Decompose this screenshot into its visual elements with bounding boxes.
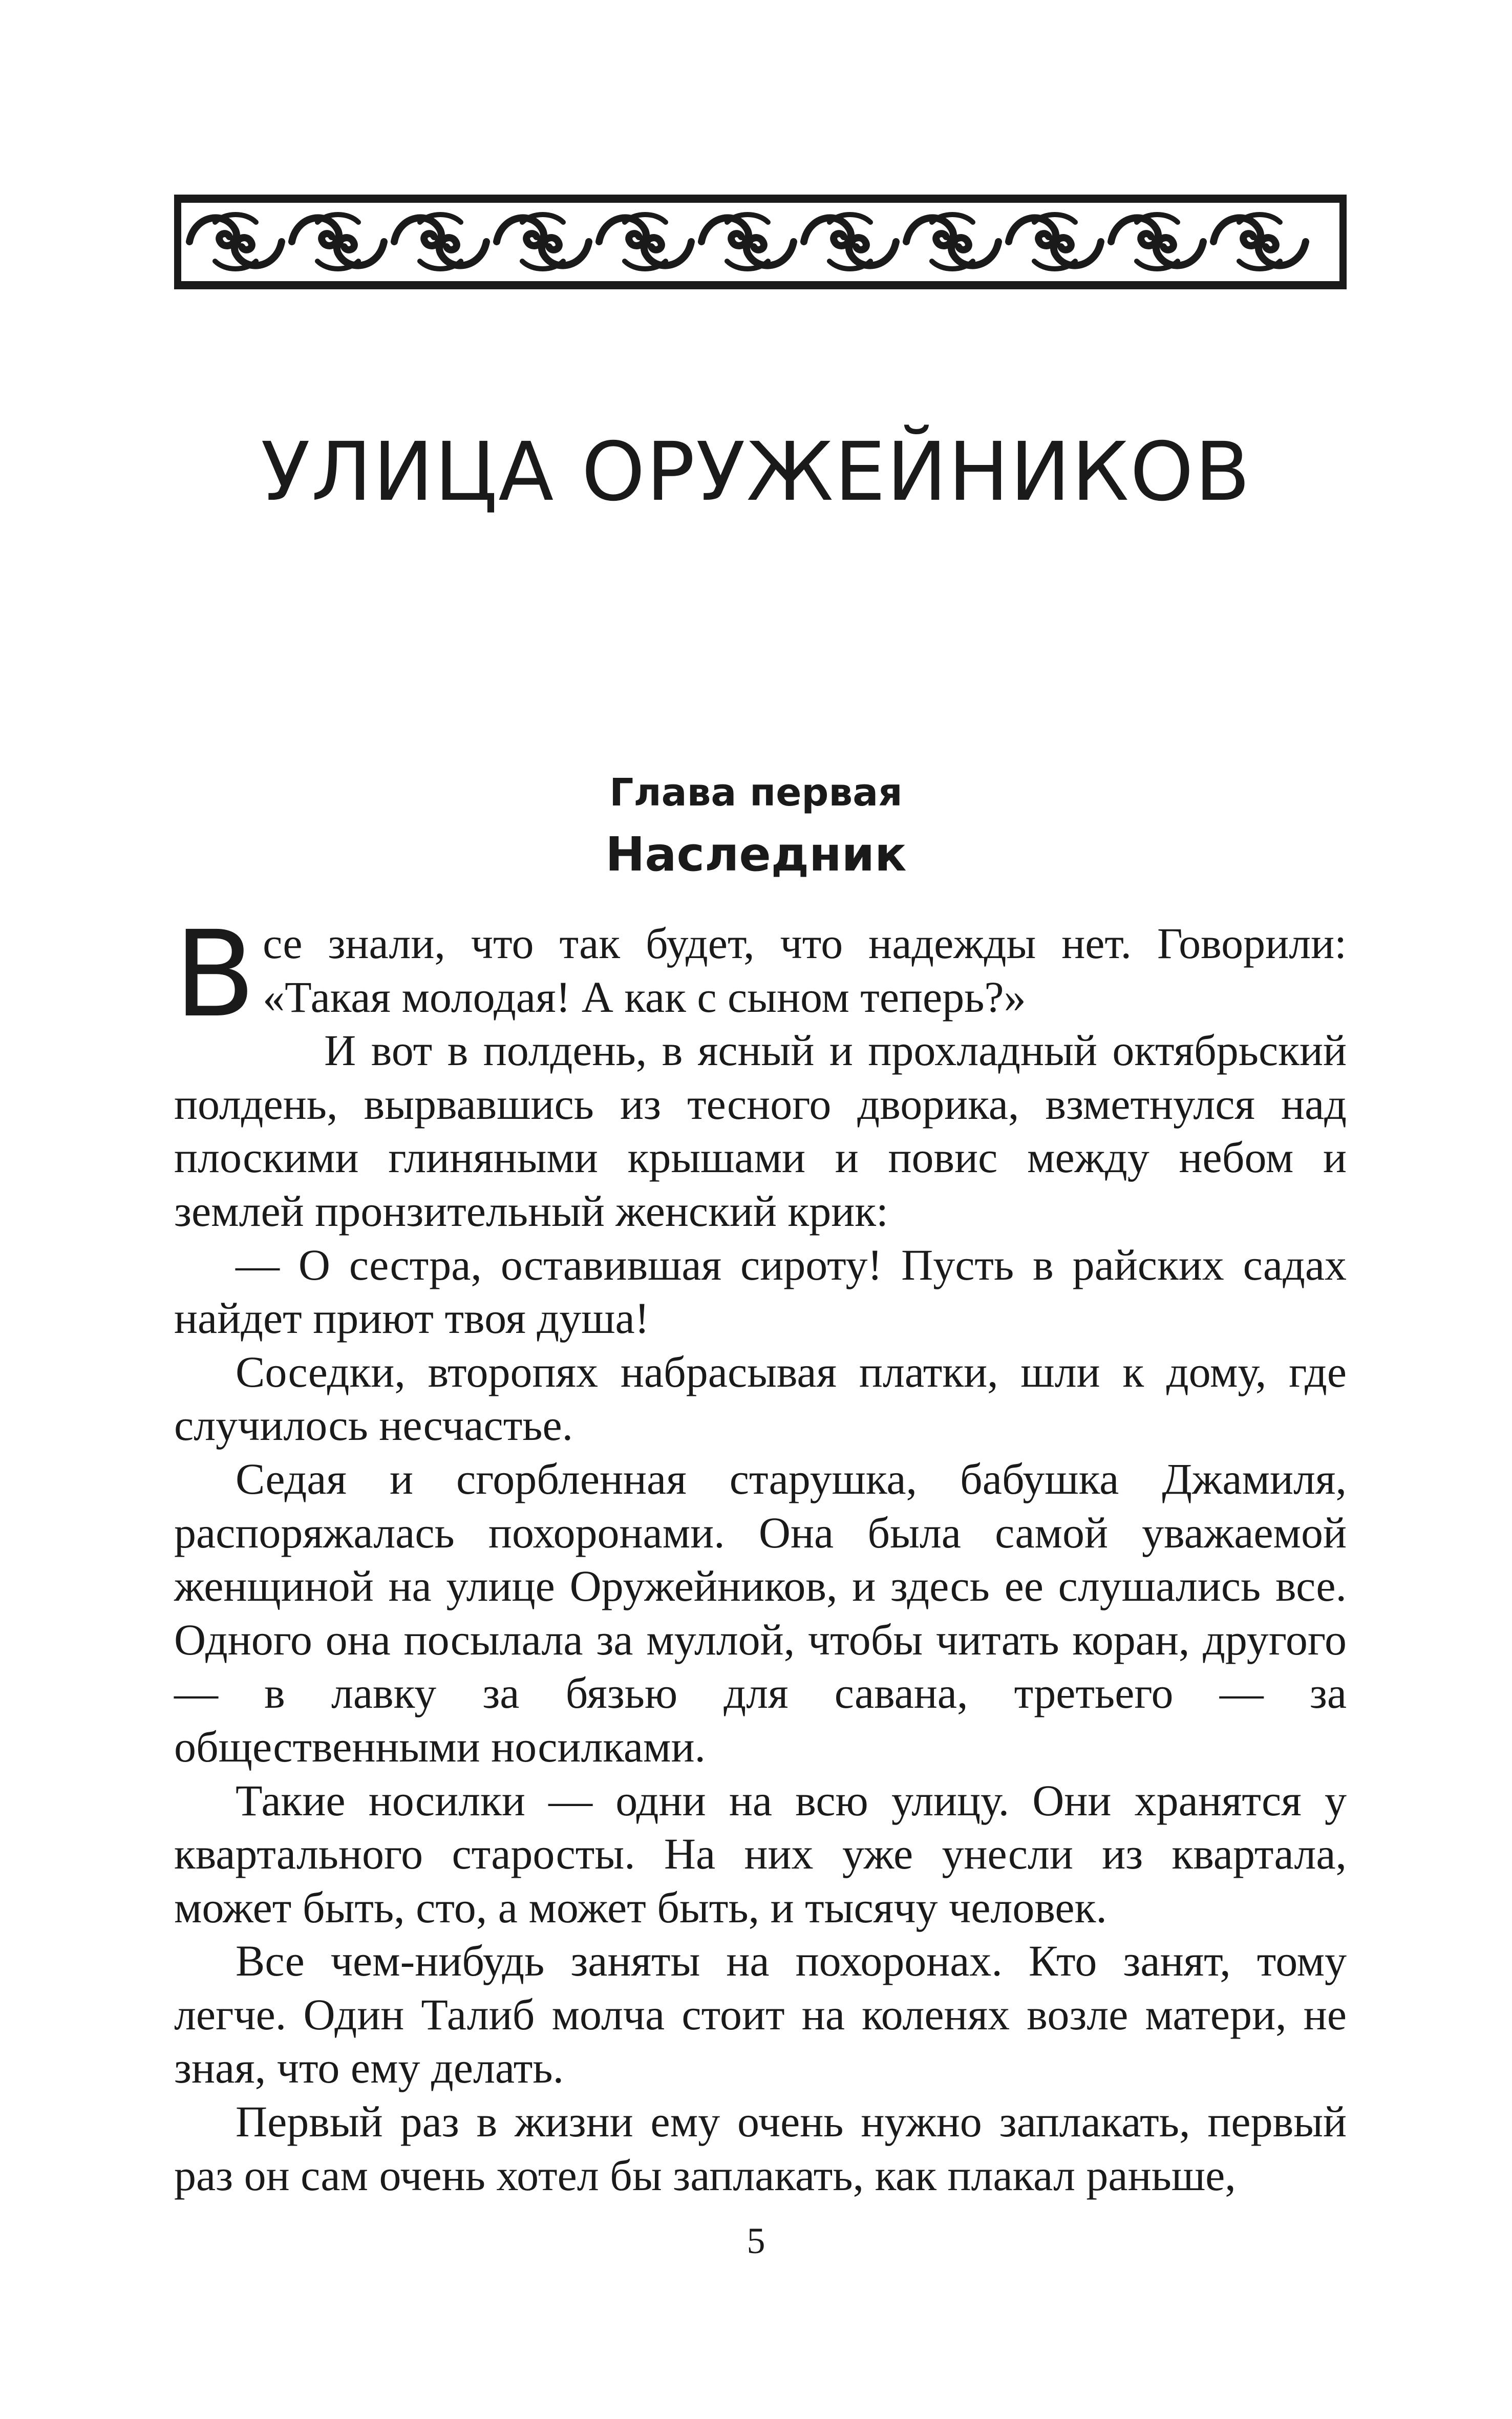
book-title: УЛИЦА ОРУЖЕЙНИКОВ bbox=[261, 425, 1251, 519]
paragraph: Такие носилки — одни на всю улицу. Они хранятся у квартального старосты. На них уже унесли из квартала, может быть, сто, а может быть, и тысячу человек. bbox=[174, 1775, 1347, 1932]
paragraph: Первый раз в жизни ему очень нужно заплакать, первый раз он сам очень хотел бы заплакать, как плакал раньше, bbox=[174, 2097, 1347, 2200]
body-text bbox=[174, 905, 1347, 2202]
paragraph: — О сестра, оставившая сироту! Пусть в райских садах найдет приют твоя душа! bbox=[174, 1240, 1347, 1343]
paragraph: Все чем-нибудь заняты на похоронах. Кто занят, тому легче. Один Талиб молча стоит на коленях возле матери, не зная, что ему делать. bbox=[174, 1936, 1347, 2093]
paragraph-text: се знали, что так будет, что надежды нет. Говорили: «Такая молодая! А как с сыном теперь?» bbox=[263, 919, 1347, 1022]
paragraph: Седая и сгорбленная старушка, бабушка Джамиля, распоряжалась похоронами. Она была самой уважаемой женщиной на улице Оружейников, и здесь ее слушались все. Одного она посылала за муллой, чтобы читать коран, другого — в лавку за бязью для савана, третьего — за общественными носилками. bbox=[174, 1454, 1347, 1771]
paragraph: И вот в полдень, в ясный и прохладный октябрьский полдень, вырвавшись из тесного дворика, взметнулся над плоскими глиняными крышами и повис между небом и землей пронзительный женский крик: bbox=[174, 1026, 1347, 1236]
page-number: 5 bbox=[747, 2220, 765, 2261]
paragraph bbox=[174, 905, 1347, 1044]
chapter-number: Глава первая bbox=[609, 771, 903, 815]
chapter-title: Наследник bbox=[605, 827, 907, 882]
ornament-border-icon bbox=[174, 195, 1347, 289]
drop-cap: В bbox=[174, 905, 256, 1044]
paragraph: Соседки, второпях набрасывая платки, шли к дому, где случилось несчастье. bbox=[174, 1347, 1347, 1450]
